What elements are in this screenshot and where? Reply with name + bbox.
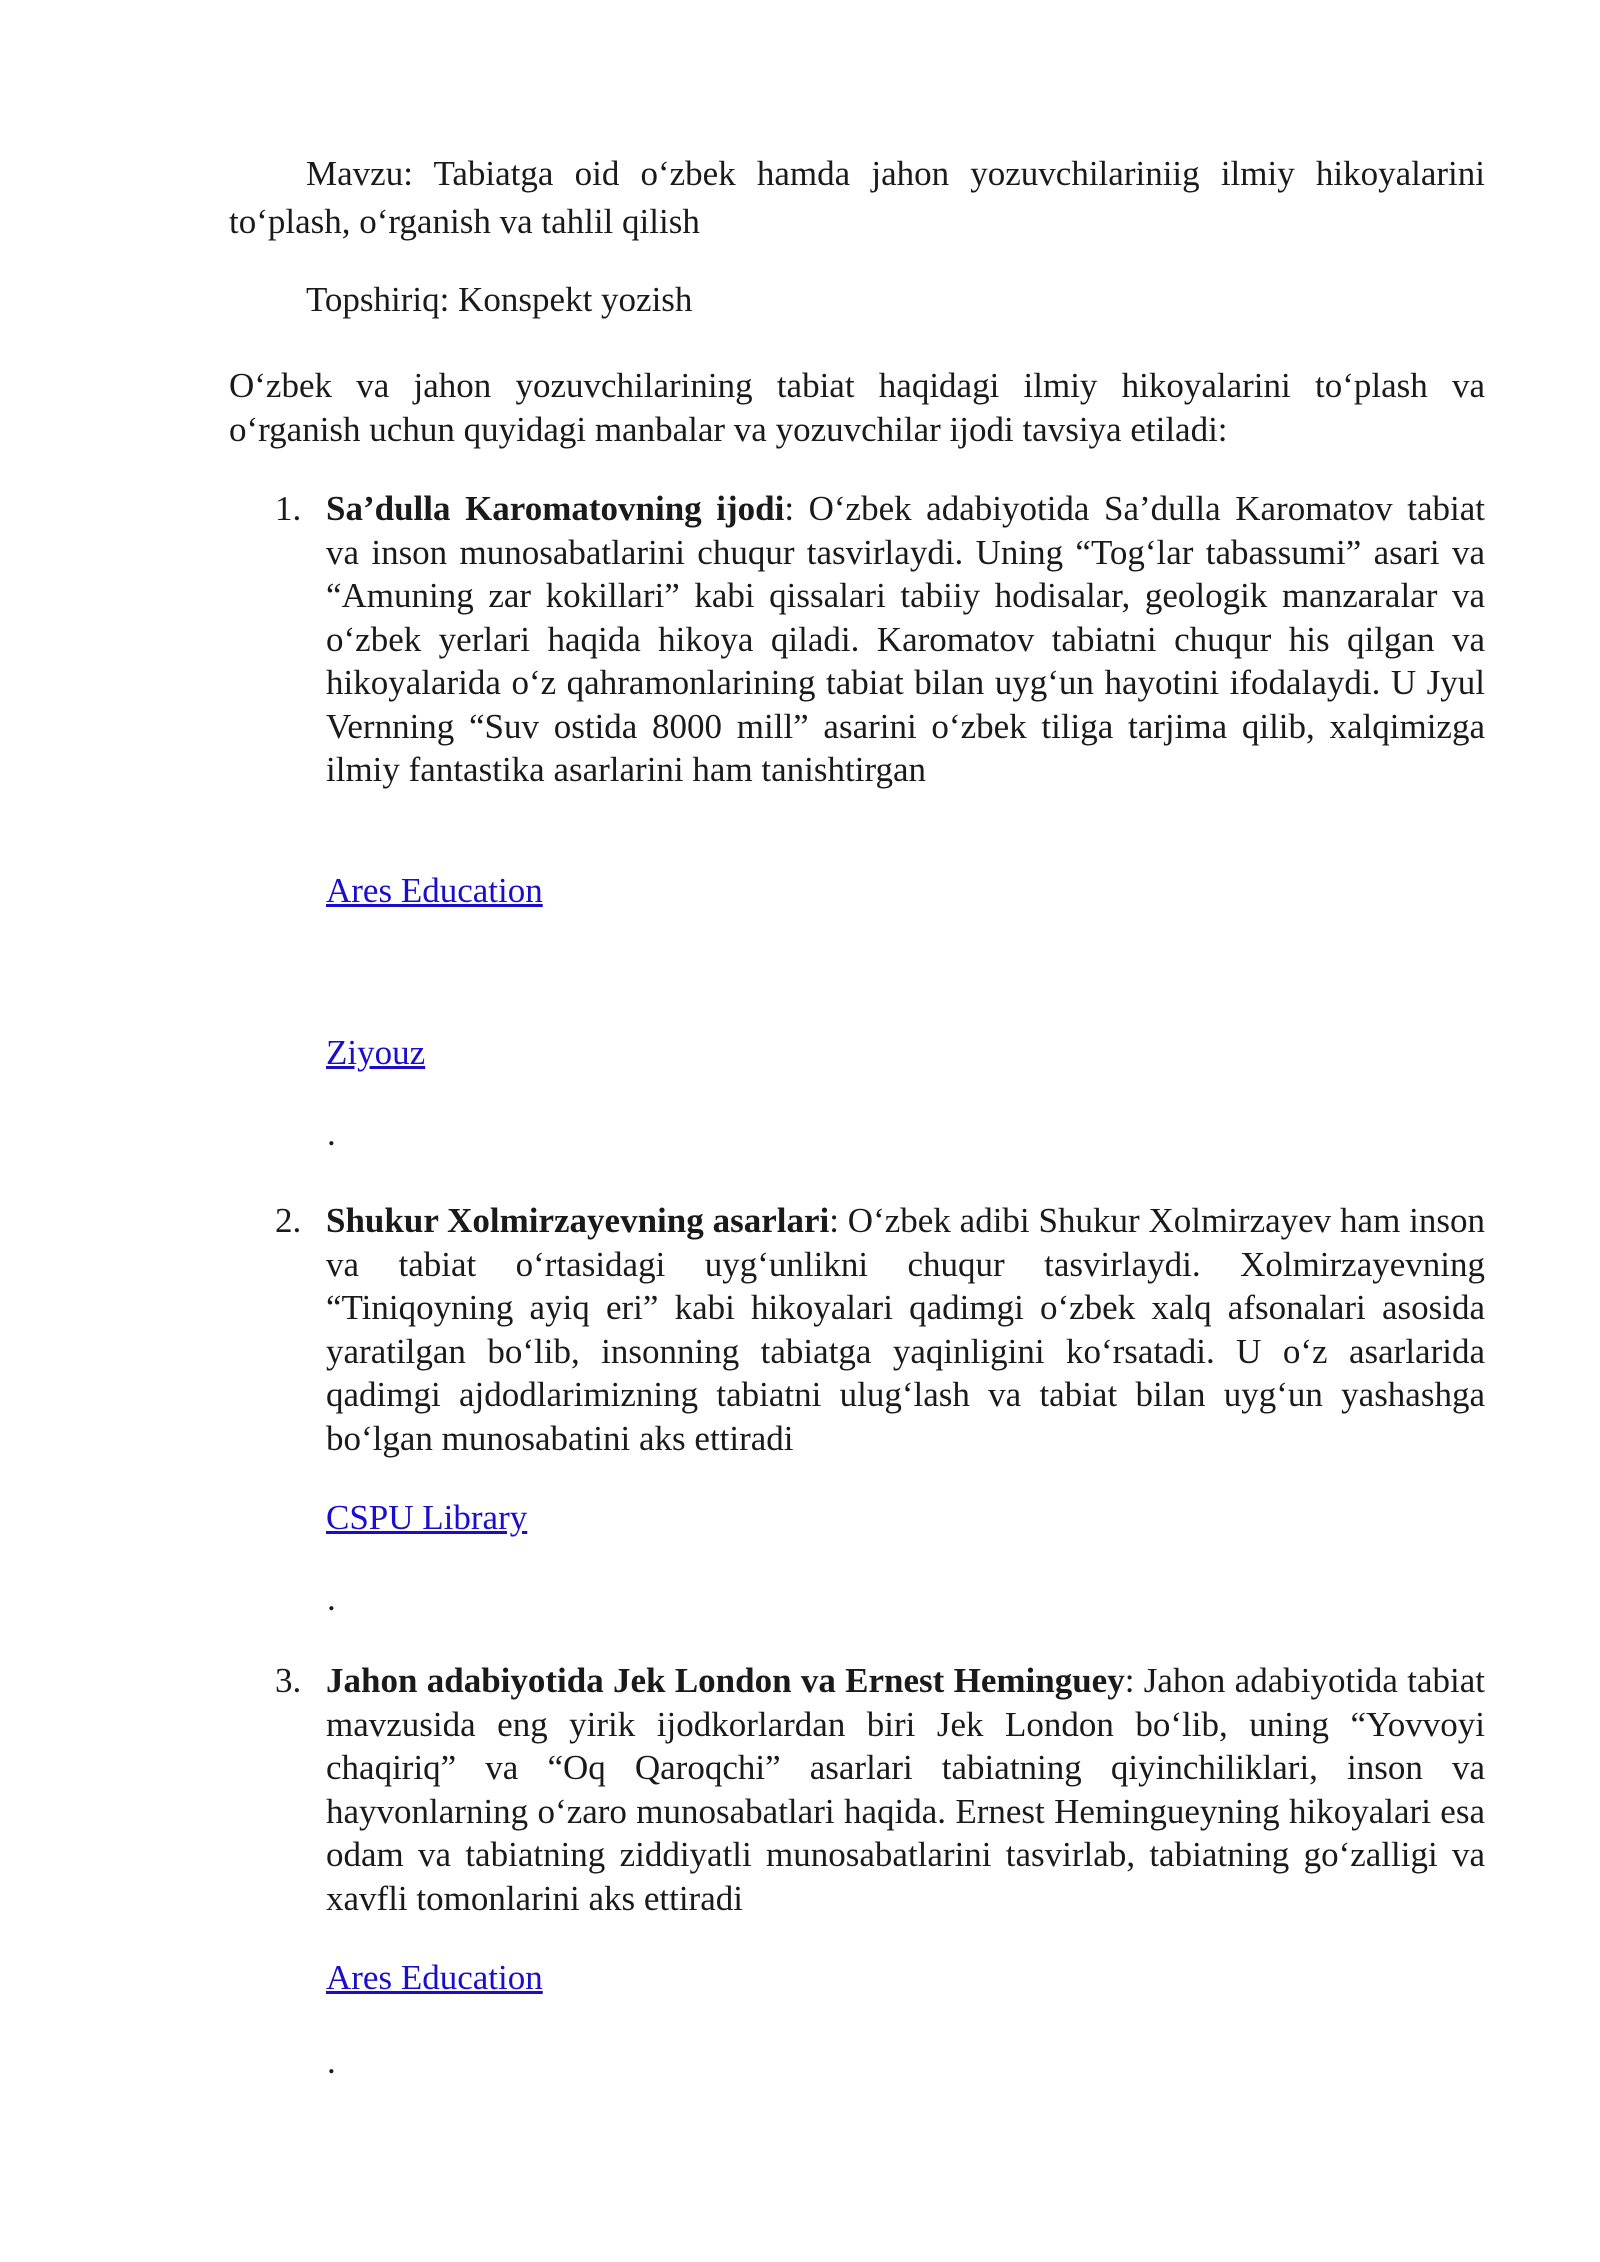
list-item-2 (229, 1199, 1485, 1460)
task-heading: Topshiriq: Konspekt yozish (306, 280, 693, 319)
list-item-text: : O‘zbek adabiyotida Sa’dulla Karomatov tabiat va inson munosabatlarini chuqur tasvirlaydi. Uning “Tog‘lar tabassumi” asari va “Amuning zar kokillari” kabi qissalari tabiiy hodisalar, geologik manzaralar va o‘zbek yerlari haqida hikoya qiladi. Karomatov tabiatni chuqur his qilgan va hikoyalarida o‘z qahramonlarining tabiat bilan uyg‘un hayotini ifodalaydi. U Jyul Vernning “Suv ostida 8000 mill” asarini o‘zbek tiliga tarjima qilib, xalqimizga ilmiy fantastika asarlarini ham tanishtirgan (326, 489, 1485, 789)
source-link-cspu-library[interactable]: CSPU Library (326, 1498, 528, 1537)
item-separator-dot: . (327, 1114, 336, 1153)
list-item-text: : O‘zbek adibi Shukur Xolmirzayev ham inson va tabiat o‘rtasidagi uyg‘unlikni chuqur tasvirlaydi. Xolmirzayevning “Tiniqoyning ayiq eri” kabi hikoyalari qadimgi o‘zbek xalq afsonalari asosida yaratilgan bo‘lib, insonning tabiatga yaqinligini ko‘rsatadi. U o‘z asarlarida qadimgi ajdodlarimizning tabiatni ulug‘lash va tabiat bilan uyg‘un yashashga bo‘lgan munosabatini aks ettiradi (326, 1201, 1485, 1458)
list-item-1 (229, 487, 1485, 792)
list-item-body (326, 1199, 1485, 1460)
list-item-3 (229, 1659, 1485, 1920)
topic-heading: Mavzu: Tabiatga oid o‘zbek hamda jahon yozuvchilariniig ilmiy hikoyalarini to‘plash, o‘rganish va tahlil qilish (229, 154, 1485, 241)
intro-paragraph: O‘zbek va jahon yozuvchilarining tabiat haqidagi ilmiy hikoyalarini to‘plash va o‘rganish uchun quyidagi manbalar va yozuvchilar ijodi tavsiya etiladi: (229, 366, 1485, 449)
source-link-ares-education[interactable]: Ares Education (326, 871, 543, 910)
item-separator-dot: . (327, 1579, 336, 1618)
source-link-ares-education-2[interactable]: Ares Education (326, 1958, 543, 1997)
list-item-body (326, 1659, 1485, 1920)
list-item-title: Jahon adabiyotida Jek London va Ernest Heminguey (326, 1661, 1125, 1700)
list-number: 2. (275, 1201, 302, 1240)
list-number: 3. (275, 1661, 302, 1700)
list-item-title: Sa’dulla Karomatovning ijodi (326, 489, 785, 528)
item-separator-dot: . (327, 2042, 336, 2081)
source-link-ziyouz[interactable]: Ziyouz (326, 1033, 426, 1072)
list-item-body (326, 487, 1485, 792)
list-number: 1. (275, 489, 302, 528)
list-item-title: Shukur Xolmirzayevning asarlari (326, 1201, 830, 1240)
list-item-text: : Jahon adabiyotida tabiat mavzusida eng yirik ijodkorlardan biri Jek London bo‘lib, uning “Yovvoyi chaqiriq” va “Oq Qaroqchi” asarlari tabiatning qiyinchiliklari, inson va hayvonlarning o‘zaro munosabatlari haqida. Ernest Hemingueyning hikoyalari esa odam va tabiatning ziddiyatli munosabatlarini tasvirlab, tabiatning go‘zalligi va xavfli tomonlarini aks ettiradi (326, 1661, 1485, 1918)
